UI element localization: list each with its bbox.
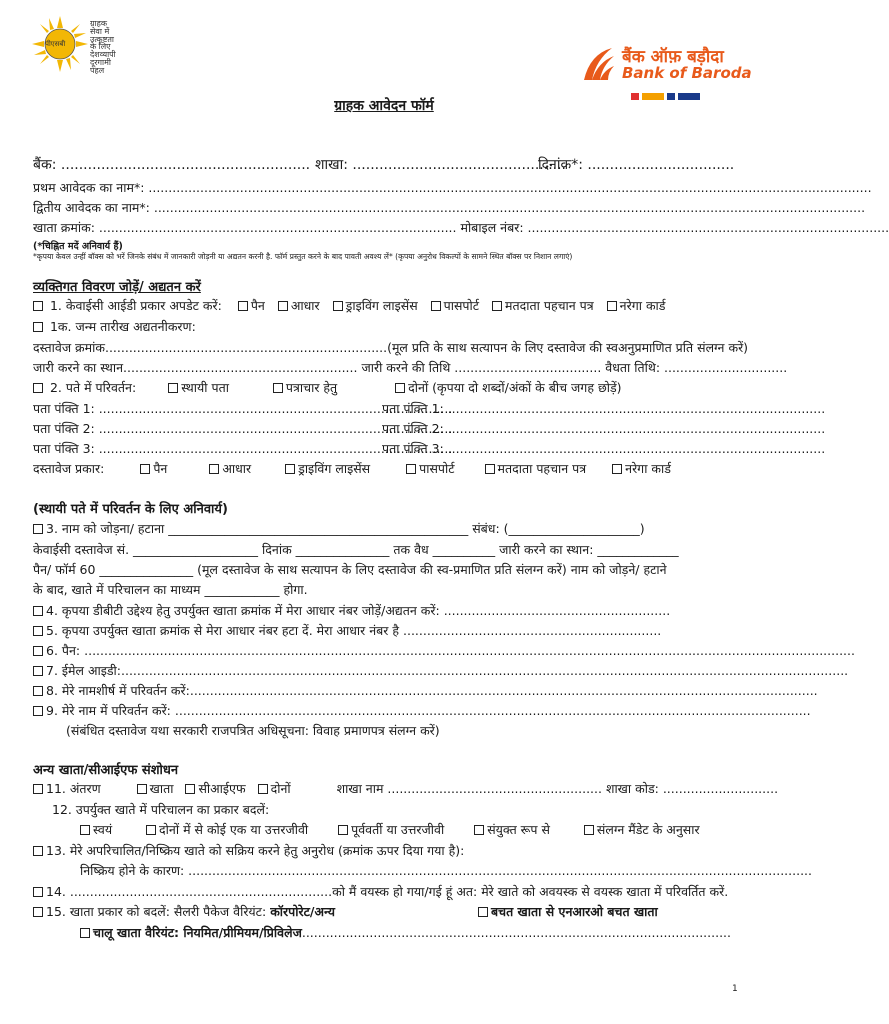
correspondence-address-label: पत्राचार हेतु [285, 380, 338, 395]
address-line-2-left[interactable]: पता पंक्ति 2: ......................................................................................... [33, 421, 453, 436]
baroda-sun-icon [580, 44, 616, 84]
account-mobile-field[interactable]: खाता क्रमांक: .......................................................................................... मोबाइल नंबर: ........................................................................................... [33, 220, 889, 235]
section2-heading: (स्थायी पते में परिवर्तन के लिए अनिवार्य) [33, 502, 228, 517]
aadhaar-add-checkbox[interactable] [33, 606, 43, 616]
transfer-label: 11. अंतरण [46, 781, 101, 796]
pan-label[interactable]: 6. पैन: .................................................................................................................................................................................................. [46, 643, 855, 658]
correspondence-address-checkbox[interactable] [273, 383, 283, 393]
doctype-passport-label: पासपोर्ट [419, 461, 455, 476]
form-title: ग्राहक आवेदन फॉर्म [334, 98, 434, 114]
doctype-aadhaar-checkbox[interactable] [209, 464, 219, 474]
savings-to-nro-label: बचत खाता से एनआरओ बचत खाता [491, 904, 658, 919]
psb-logo-badge: पीएसबी [45, 40, 66, 48]
doctype-dl-label: ड्राइविंग लाइसेंस [298, 461, 371, 476]
page-number: 1 [732, 984, 738, 994]
doc-type-label: दस्तावेज प्रकार: [33, 461, 105, 476]
current-account-variant-checkbox[interactable] [80, 928, 90, 938]
kyc-passport-label: पासपोर्ट [443, 298, 480, 313]
doctype-passport-checkbox[interactable] [406, 464, 416, 474]
email-checkbox[interactable] [33, 666, 43, 676]
bob-logo [580, 44, 616, 84]
both-address-label: दोनों (कृपया दो शब्दों/अंकों के बीच जगह छोड़ें) [408, 380, 622, 395]
psb-logo [30, 14, 90, 74]
name-change-label[interactable]: 9. मेरे नाम में परिवर्तन करें: ................................................................................................................................................................ [46, 703, 811, 718]
account-type-change-row [33, 903, 335, 920]
kyc-dl-checkbox[interactable] [333, 301, 343, 311]
kyc-aadhaar-label: आधार [290, 298, 320, 313]
mandatory-note: (*चिह्नित मदें अनिवार्य हैं) [33, 241, 123, 252]
transfer-account-checkbox[interactable] [137, 784, 147, 794]
date-field[interactable]: दिनांक*: ................................. [538, 157, 735, 173]
both-address-checkbox[interactable] [395, 383, 405, 393]
kyc-nrega-label: नरेगा कार्ड [619, 298, 666, 313]
aadhaar-add-row [33, 602, 670, 619]
self-label: स्वयं [93, 822, 113, 837]
former-survivor-label: पूर्ववर्ती या उत्तरजीवी [351, 822, 445, 837]
doctype-nrega-label: नरेगा कार्ड [625, 461, 671, 476]
first-applicant-field[interactable]: प्रथम आवेदक का नाम*: ...................................................................................................................................................................................... [33, 180, 872, 195]
transfer-branch-field[interactable]: शाखा नाम ...................................................... शाखा कोड: ............................. [336, 781, 779, 796]
doctype-pan-checkbox[interactable] [140, 464, 150, 474]
mandate-label: संलग्न मैंडेट के अनुसार [596, 822, 700, 837]
jointly-label: संयुक्त रूप से [487, 822, 550, 837]
minor-to-major-row [33, 883, 728, 900]
doctype-nrega-checkbox[interactable] [612, 464, 622, 474]
either-survivor-label: दोनों में से कोई एक या उत्तरजीवी [159, 822, 309, 837]
inactive-reason-field[interactable]: निष्क्रिय होने के कारण: ............................................................................................................................................................. [80, 863, 812, 878]
pan-row [33, 642, 855, 659]
account-type-change-label: 15. खाता प्रकार को बदलें: सैलरी पैकेज वैरियंट: [46, 904, 267, 919]
address-change-label: 2. पते में परिवर्तन: [49, 380, 137, 395]
pan-form60-line[interactable]: पैन/ फॉर्म 60 _______________ (मूल दस्तावेज के साथ सत्यापन के लिए दस्तावेज की स्व-प्रमाणित प्रति संलग्न करें) नाम को जोड़ने/ हटाने [33, 562, 667, 577]
aadhaar-remove-label[interactable]: 5. कृपया उपर्युक्त खाता क्रमांक से मेरा आधार नंबर हटा दें. मेरा आधार नंबर है ................................................................. [46, 623, 662, 638]
reactivate-label: 13. मेरे अपरिचालित/निष्क्रिय खाते को सक्रिय करने हेतु अनुरोध (क्रमांक ऊपर दिया गया है): [46, 843, 465, 858]
name-change-checkbox[interactable] [33, 706, 43, 716]
kyc-dl-label: ड्राइविंग लाइसेंस [345, 298, 418, 313]
kyc-pan-label: पैन [250, 298, 265, 313]
add-remove-name-checkbox[interactable] [33, 524, 43, 534]
address-line-1-right[interactable]: पता पंक्ति 1: ............................................................................................... [382, 401, 826, 416]
transfer-cif-label: सीआईएफ [198, 781, 246, 796]
savings-to-nro-row [478, 903, 658, 920]
reactivate-row [33, 842, 464, 859]
current-account-variant-field[interactable]: ............................................................................................................ [301, 925, 731, 940]
address-line-3-left[interactable]: पता पंक्ति 3: ......................................................................................... [33, 441, 453, 456]
email-row [33, 662, 849, 679]
transfer-account-label: खाता [149, 781, 174, 796]
transfer-cif-checkbox[interactable] [185, 784, 195, 794]
add-remove-name-row [33, 520, 645, 537]
section1-heading: व्यक्तिगत विवरण जोड़ें/ अद्यतन करें [33, 280, 201, 295]
address-line-1-left[interactable]: पता पंक्ति 1: ......................................................................................... [33, 401, 453, 416]
reactivate-checkbox[interactable] [33, 846, 43, 856]
doctype-dl-checkbox[interactable] [285, 464, 295, 474]
branch-field[interactable]: शाखा: ................................................ [315, 157, 567, 173]
transfer-row [33, 780, 778, 797]
current-account-variant-label: चालू खाता वैरियंट: नियमित/प्रीमियम/प्रिविलेज [93, 925, 302, 940]
name-change-note: (संबंधित दस्तावेज यथा सरकारी राजपत्रित अधिसूचना: विवाह प्रमाणपत्र संलग्न करें) [66, 723, 440, 738]
title-change-checkbox[interactable] [33, 686, 43, 696]
bank-name-hindi: बैंक ऑफ़ बड़ौदा [622, 47, 724, 67]
bank-field[interactable]: बैंक: ........................................................ [33, 157, 311, 173]
doc-number-line[interactable]: दस्तावेज क्रमांक.......................................................................(मूल प्रति के साथ सत्यापन के लिए दस्तावेज की स्वअनुप्रमाणित प्रति संलग्न करें) [33, 340, 749, 355]
address-change-row [33, 379, 622, 396]
permanent-address-checkbox[interactable] [168, 383, 178, 393]
permanent-address-label: स्थायी पता [181, 380, 229, 395]
savings-to-nro-checkbox[interactable] [478, 907, 488, 917]
pan-checkbox[interactable] [33, 646, 43, 656]
operation-mode-line[interactable]: के बाद, खाते में परिचालन का माध्यम ____________ होगा. [33, 582, 308, 597]
address-change-checkbox[interactable] [33, 383, 43, 393]
instructions-text: *कृपया केवल उन्हीं बॉक्स को भरें जिनके संबंध में जानकारी जोड़नी या अद्यतन करनी है. फॉर्म प्रस्तुत करने के बाद पावती अवश्य लें* (कृपया अनुरोध विकल्पों के सामने स्थित बॉक्स पर निशान लगाएं) [33, 252, 573, 261]
kyc-nrega-checkbox[interactable] [607, 301, 617, 311]
doc-type-row [33, 460, 671, 477]
dob-update-row [33, 318, 196, 335]
corporate-other-label: कॉरपोरेट/अन्य [270, 904, 335, 919]
jointly-checkbox[interactable] [474, 825, 484, 835]
kyc-passport-checkbox[interactable] [431, 301, 441, 311]
kyc-update-checkbox[interactable] [33, 301, 43, 311]
self-checkbox[interactable] [80, 825, 90, 835]
aadhaar-add-label[interactable]: 4. कृपया डीबीटी उद्देश्य हेतु उपर्युक्त खाता क्रमांक में मेरा आधार नंबर जोड़ें/अद्यतन करें: ......................................................... [46, 603, 671, 618]
address-line-3-right[interactable]: पता पंक्ति 3: ............................................................................................... [382, 441, 826, 456]
doctype-pan-label: पैन [153, 461, 168, 476]
bank-name-english: Bank of Baroda [622, 64, 752, 82]
address-line-2-right[interactable]: पता पंक्ति 2: ............................................................................................... [382, 421, 826, 436]
operation-type-label: 12. उपर्युक्त खाते में परिचालन का प्रकार बदलें: [52, 802, 270, 817]
kyc-doc-line[interactable]: केवाईसी दस्तावेज सं. ____________________ दिनांक _______________ तक वैध __________ जारी करने का स्थान: _____________ [33, 542, 679, 557]
name-change-row [33, 702, 811, 719]
section3-heading: अन्य खाता/सीआईएफ संशोधन [33, 763, 179, 778]
doctype-aadhaar-label: आधार [222, 461, 252, 476]
second-applicant-field[interactable]: द्वितीय आवेदक का नाम*: ................................................................................................................................................................................... [33, 200, 866, 215]
transfer-checkbox[interactable] [33, 784, 43, 794]
issue-place-line[interactable]: जारी करने का स्थान........................................................... जारी करने की तिथि ..................................... वैधता तिथि: ............................... [33, 360, 788, 375]
title-change-row [33, 682, 818, 699]
operation-type-options [80, 821, 700, 838]
current-account-variant-row [80, 924, 735, 941]
doctype-voter-checkbox[interactable] [485, 464, 495, 474]
account-type-change-checkbox[interactable] [33, 907, 43, 917]
transfer-both-label: दोनों [270, 781, 291, 796]
mandate-checkbox[interactable] [584, 825, 594, 835]
minor-to-major-label[interactable]: 14. ..................................................................को मैं वयस्क हो गया/गई हूं अत: मेरे खाते को अवयस्क से वयस्क खाता में परिवर्तित करें. [46, 884, 729, 899]
transfer-both-checkbox[interactable] [258, 784, 268, 794]
kyc-update-label: 1. केवाईसी आईडी प्रकार अपडेट करें: [49, 298, 222, 313]
dob-update-checkbox[interactable] [33, 322, 43, 332]
kyc-voter-label: मतदाता पहचान पत्र [505, 298, 594, 313]
title-change-label[interactable]: 8. मेरे नामशीर्ष में परिवर्तन करें:.............................................................................................................................................................. [46, 683, 818, 698]
dob-update-label: 1क. जन्म तारीख अद्यतनीकरण: [49, 319, 196, 334]
minor-to-major-checkbox[interactable] [33, 887, 43, 897]
kyc-aadhaar-checkbox[interactable] [278, 301, 288, 311]
either-survivor-checkbox[interactable] [146, 825, 156, 835]
psb-tagline: ग्राहक सेवा में उत्कृष्टता के लिए देशव्यापी दूरगामी पहल [90, 19, 116, 75]
add-remove-name-label[interactable]: 3. नाम को जोड़ना/ हटाना ________________________________________________ संबंध: (_____________________) [46, 521, 645, 536]
kyc-pan-checkbox[interactable] [238, 301, 248, 311]
former-survivor-checkbox[interactable] [338, 825, 348, 835]
kyc-voter-checkbox[interactable] [492, 301, 502, 311]
email-label[interactable]: 7. ईमेल आइडी:....................................................................................................................................................................................... [46, 663, 849, 678]
aadhaar-remove-row [33, 622, 661, 639]
kyc-update-row [33, 297, 665, 314]
aadhaar-remove-checkbox[interactable] [33, 626, 43, 636]
doctype-voter-label: मतदाता पहचान पत्र [497, 461, 587, 476]
